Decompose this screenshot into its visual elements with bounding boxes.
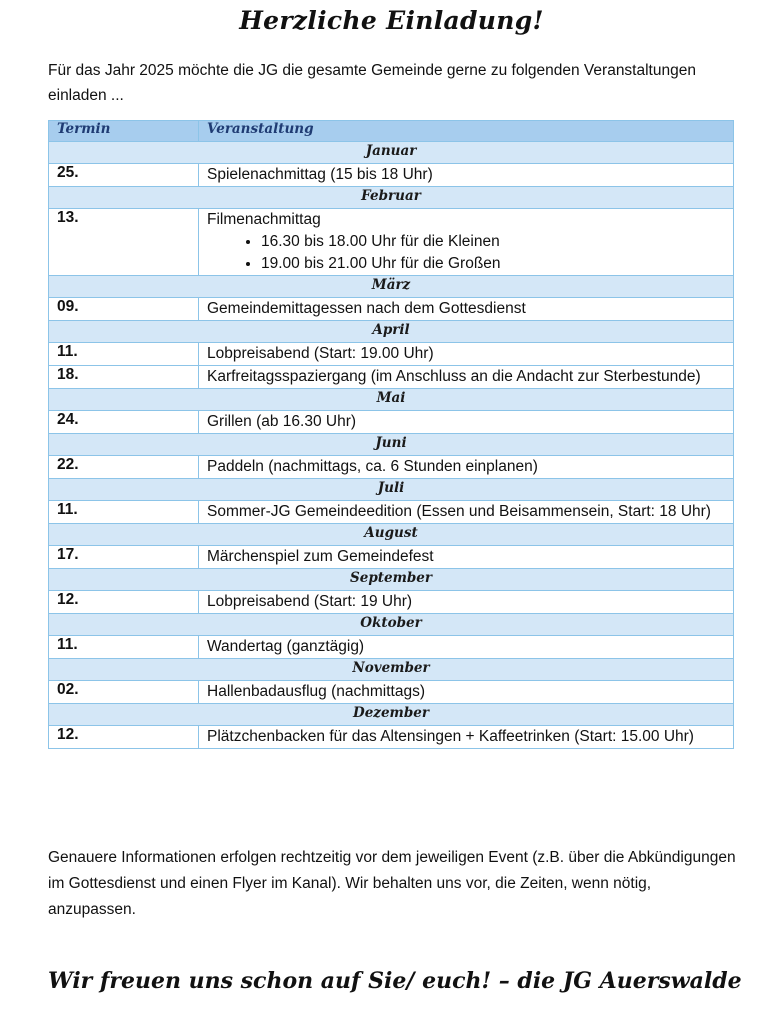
table-row	[49, 456, 734, 479]
month-label: Februar	[49, 187, 734, 209]
event-cell	[199, 726, 734, 749]
event-cell	[199, 591, 734, 614]
month-row	[49, 321, 734, 343]
month-row	[49, 659, 734, 681]
table-header-row	[49, 121, 734, 142]
closing-signature: Wir freuen uns schon auf Sie/ euch! – die JG Auerswalde	[48, 968, 742, 994]
table-row	[49, 636, 734, 659]
event-bullet-item: • 19.00 bis 21.00 Uhr für die Großen	[261, 253, 733, 275]
event-description: Hallenbadausflug (nachmittags)	[207, 683, 425, 700]
month-label: Januar	[49, 142, 734, 164]
table-body	[49, 142, 734, 749]
event-cell	[199, 456, 734, 479]
month-label: Juni	[49, 434, 734, 456]
event-description: Grillen (ab 16.30 Uhr)	[207, 413, 357, 430]
month-label: August	[49, 524, 734, 546]
event-description: Lobpreisabend (Start: 19.00 Uhr)	[207, 345, 434, 362]
event-date: 12.	[49, 726, 199, 749]
event-description: Sommer-JG Gemeindeedition (Essen und Beisammensein, Start: 18 Uhr)	[207, 503, 711, 520]
header-date: Termin	[49, 121, 199, 142]
month-label: April	[49, 321, 734, 343]
event-bullet-item: • 16.30 bis 18.00 Uhr für die Kleinen	[261, 231, 733, 253]
event-date: 25.	[49, 164, 199, 187]
event-description: Lobpreisabend (Start: 19 Uhr)	[207, 593, 413, 610]
month-row	[49, 276, 734, 298]
month-row	[49, 142, 734, 164]
month-row	[49, 479, 734, 501]
event-description: Plätzchenbacken für das Altensingen + Kaffeetrinken (Start: 15.00 Uhr)	[207, 728, 694, 745]
event-date: 02.	[49, 681, 199, 704]
event-description: Märchenspiel zum Gemeindefest	[207, 548, 434, 565]
event-date: 11.	[49, 636, 199, 659]
event-bullet-list	[207, 231, 733, 275]
event-description: Gemeindemittagessen nach dem Gottesdienst	[207, 300, 526, 317]
event-date: 17.	[49, 546, 199, 569]
table-row	[49, 681, 734, 704]
event-date: 09.	[49, 298, 199, 321]
event-cell	[199, 209, 734, 276]
table-row	[49, 209, 734, 276]
intro-text: Für das Jahr 2025 möchte die JG die gesamte Gemeinde gerne zu folgenden Veranstaltungen einladen ...	[48, 62, 696, 104]
event-date: 22.	[49, 456, 199, 479]
table-row	[49, 501, 734, 524]
month-label: Oktober	[49, 614, 734, 636]
event-description: Spielenachmittag (15 bis 18 Uhr)	[207, 166, 433, 183]
page-title: Herzliche Einladung!	[239, 6, 544, 35]
event-date: 12.	[49, 591, 199, 614]
event-cell	[199, 681, 734, 704]
event-cell	[199, 501, 734, 524]
event-date: 24.	[49, 411, 199, 434]
header-event: Veranstaltung	[199, 121, 734, 142]
table-row	[49, 298, 734, 321]
table-row	[49, 366, 734, 389]
month-label: Mai	[49, 389, 734, 411]
event-date: 11.	[49, 501, 199, 524]
month-label: November	[49, 659, 734, 681]
month-row	[49, 704, 734, 726]
event-cell	[199, 636, 734, 659]
event-date: 18.	[49, 366, 199, 389]
month-row	[49, 389, 734, 411]
table-row	[49, 546, 734, 569]
table-row	[49, 591, 734, 614]
month-label: März	[49, 276, 734, 298]
month-label: Juli	[49, 479, 734, 501]
event-cell	[199, 546, 734, 569]
month-row	[49, 524, 734, 546]
event-cell	[199, 343, 734, 366]
event-cell	[199, 411, 734, 434]
event-description: Wandertag (ganztägig)	[207, 638, 365, 655]
event-description: Karfreitagsspaziergang (im Anschluss an die Andacht zur Sterbestunde)	[207, 368, 701, 385]
month-row	[49, 569, 734, 591]
event-date: 13.	[49, 209, 199, 276]
event-description: Paddeln (nachmittags, ca. 6 Stunden einplanen)	[207, 458, 538, 475]
month-label: September	[49, 569, 734, 591]
month-row	[49, 187, 734, 209]
event-schedule-table	[48, 120, 734, 749]
table-row	[49, 411, 734, 434]
month-label: Dezember	[49, 704, 734, 726]
event-description: Filmenachmittag	[207, 211, 321, 228]
event-cell	[199, 298, 734, 321]
event-cell	[199, 164, 734, 187]
month-row	[49, 614, 734, 636]
table-row	[49, 726, 734, 749]
event-cell	[199, 366, 734, 389]
table-row	[49, 164, 734, 187]
month-row	[49, 434, 734, 456]
outro-text: Genauere Informationen erfolgen rechtzeitig vor dem jeweiligen Event (z.B. über die Abkündigungen im Gottesdienst und einen Flyer im Kanal). Wir behalten uns vor, die Zeiten, wenn nötig, anzupassen.	[48, 849, 736, 918]
table-row	[49, 343, 734, 366]
event-date: 11.	[49, 343, 199, 366]
